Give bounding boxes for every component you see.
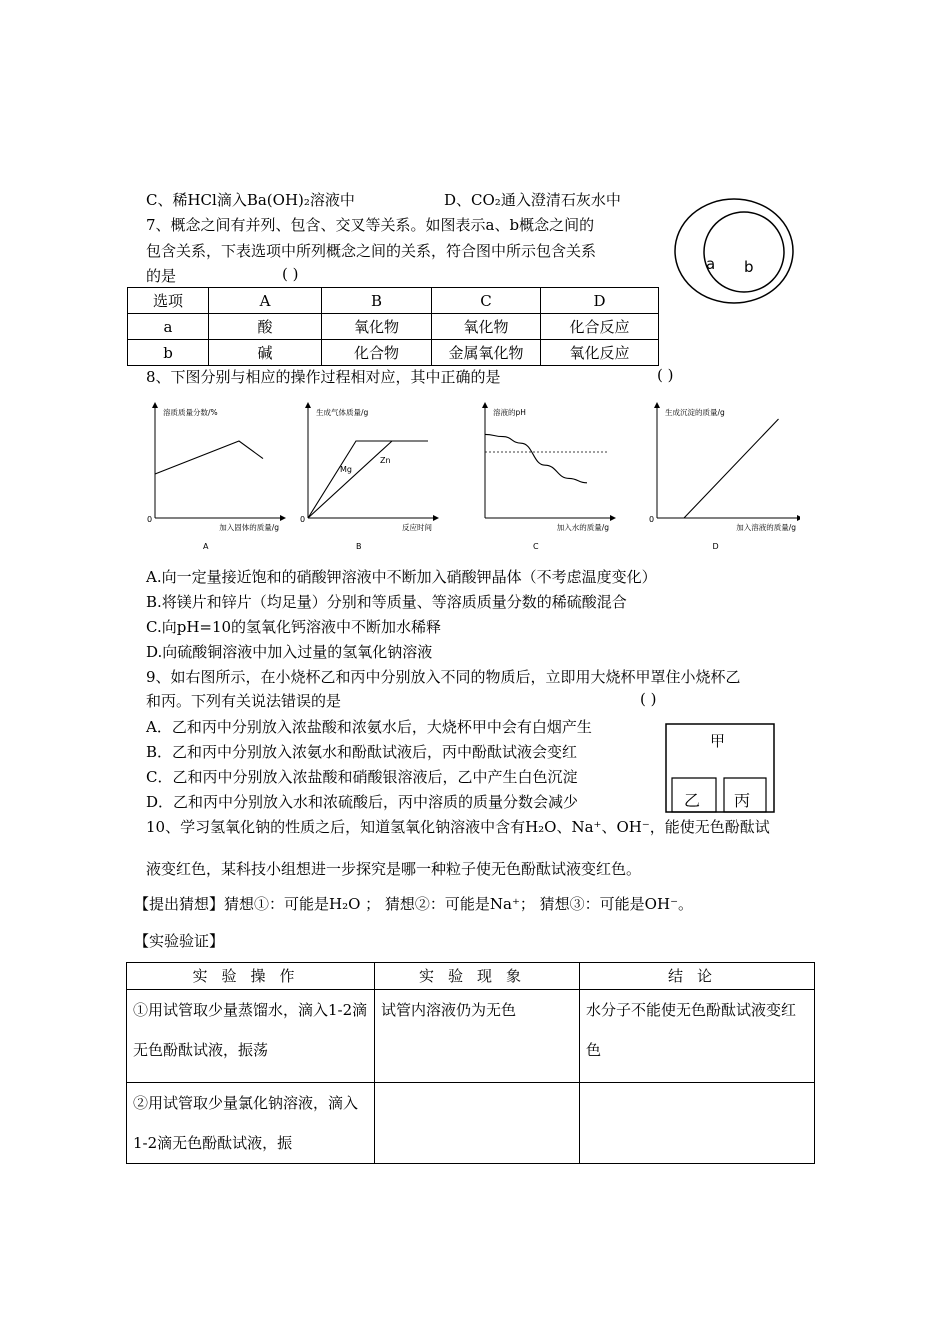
chart-D bbox=[649, 403, 800, 551]
table-cell: 试管内溶液仍为无色 bbox=[375, 990, 580, 1083]
table-cell: 结论 bbox=[580, 963, 815, 990]
table-cell: D bbox=[541, 288, 659, 314]
x-axis-label: 反应时间 bbox=[402, 523, 432, 532]
chart-C bbox=[485, 403, 615, 551]
origin-label: 0 bbox=[300, 515, 306, 524]
q9-line2: 和丙。下列有关说法错误的是 bbox=[146, 692, 342, 710]
q7-table bbox=[127, 287, 659, 366]
table-cell: B bbox=[322, 288, 432, 314]
q7-answer-paren: ( ) bbox=[282, 265, 299, 283]
table-cell: 选项 bbox=[128, 288, 209, 314]
y-axis-label: 生成沉淀的质量/g bbox=[665, 408, 725, 417]
series-line-Zn bbox=[308, 441, 428, 518]
table-row bbox=[127, 1083, 815, 1164]
small-beaker-right-label: 丙 bbox=[734, 791, 751, 810]
chart-B bbox=[300, 403, 438, 551]
annotation-zn: Zn bbox=[380, 456, 391, 465]
chart-label: C bbox=[533, 542, 539, 551]
chart-label: D bbox=[712, 542, 719, 551]
chart-A bbox=[147, 403, 285, 551]
q10-line2: 液变红色，某科技小组想进一步探究是哪一种粒子使无色酚酞试液变红色。 bbox=[146, 860, 642, 878]
q8-option-a: A.向一定量接近饱和的硝酸钾溶液中不断加入硝酸钾晶体（不考虑温度变化） bbox=[146, 568, 657, 586]
q9-option-c: C．乙和丙中分别放入浓盐酸和硝酸银溶液后，乙中产生白色沉淀 bbox=[146, 768, 578, 786]
table-cell: A bbox=[209, 288, 322, 314]
q9-option-a: A．乙和丙中分别放入浓盐酸和浓氨水后，大烧杯甲中会有白烟产生 bbox=[146, 718, 592, 736]
venn-label-a: a bbox=[706, 255, 716, 273]
q10-table bbox=[126, 962, 815, 1164]
origin-label: 0 bbox=[147, 515, 153, 524]
table-cell: 氧化物 bbox=[432, 314, 541, 340]
table-row bbox=[128, 314, 659, 340]
x-axis-label: 加入水的质量/g bbox=[556, 523, 609, 532]
q6-option-c: C、稀HCl滴入Ba(OH)₂溶液中 bbox=[146, 191, 355, 209]
table-cell: a bbox=[128, 314, 209, 340]
y-axis-label: 溶液的pH bbox=[493, 408, 526, 417]
q7-line2: 包含关系，下表选项中所列概念之间的关系，符合图中所示包含关系 bbox=[146, 242, 597, 260]
q8-charts bbox=[140, 395, 800, 555]
q8-option-d: D.向硫酸铜溶液中加入过量的氢氧化钠溶液 bbox=[146, 643, 433, 661]
series-line-Mg bbox=[308, 441, 428, 518]
venn-diagram bbox=[672, 196, 798, 306]
annotation-mg: Mg bbox=[340, 464, 352, 474]
venn-outer-circle bbox=[675, 199, 793, 303]
series-line-pH bbox=[485, 434, 587, 482]
q10-hypothesis: 【提出猜想】猜想①：可能是H₂O ； 猜想②：可能是Na⁺； 猜想③：可能是OH⁻。 bbox=[134, 895, 693, 913]
table-cell: 化合物 bbox=[322, 340, 432, 366]
chart-label: A bbox=[203, 542, 209, 551]
table-cell: ①用试管取少量蒸馏水，滴入1-2滴无色酚酞试液，振荡 bbox=[127, 990, 375, 1083]
y-axis-label: 溶质质量分数/% bbox=[163, 408, 218, 417]
chart-label: B bbox=[356, 542, 362, 551]
q8-stem: 8、下图分别与相应的操作过程相对应，其中正确的是 bbox=[146, 368, 501, 386]
table-cell: 酸 bbox=[209, 314, 322, 340]
table-cell: C bbox=[432, 288, 541, 314]
origin-label: 0 bbox=[649, 515, 655, 524]
q8-option-c: C.向pH=10的氢氧化钙溶液中不断加水稀释 bbox=[146, 618, 442, 636]
x-axis-label: 加入固体的质量/g bbox=[219, 523, 279, 532]
table-cell bbox=[375, 1083, 580, 1164]
table-row bbox=[127, 990, 815, 1083]
q9-answer-paren: ( ) bbox=[640, 690, 657, 708]
q9-line1: 9、如右图所示，在小烧杯乙和丙中分别放入不同的物质后，立即用大烧杯甲罩住小烧杯乙 bbox=[146, 668, 741, 686]
beaker-diagram bbox=[660, 720, 780, 820]
table-cell: ②用试管取少量氯化钠溶液，滴入1-2滴无色酚酞试液，振 bbox=[127, 1083, 375, 1164]
table-row bbox=[127, 963, 815, 990]
venn-inner-circle bbox=[704, 212, 784, 292]
q10-verify-title: 【实验验证】 bbox=[134, 932, 225, 950]
y-axis-label: 生成气体质量/g bbox=[316, 408, 369, 417]
series-line-precipitate bbox=[657, 419, 779, 518]
table-cell: 碱 bbox=[209, 340, 322, 366]
venn-label-b: b bbox=[744, 258, 754, 276]
small-beaker-left-label: 乙 bbox=[684, 791, 701, 810]
table-cell: 氧化物 bbox=[322, 314, 432, 340]
q7-line3: 的是 bbox=[146, 267, 177, 285]
table-cell: 氧化反应 bbox=[541, 340, 659, 366]
table-cell: 化合反应 bbox=[541, 314, 659, 340]
q8-option-b: B.将镁片和锌片（均足量）分别和等质量、等溶质质量分数的稀硫酸混合 bbox=[146, 593, 627, 611]
table-cell: b bbox=[128, 340, 209, 366]
q6-option-d: D、CO₂通入澄清石灰水中 bbox=[444, 191, 621, 209]
q7-line1: 7、概念之间有并列、包含、交叉等关系。如图表示a、b概念之间的 bbox=[146, 216, 595, 234]
table-row bbox=[128, 288, 659, 314]
table-row bbox=[128, 340, 659, 366]
q9-option-d: D．乙和丙中分别放入水和浓硫酸后，丙中溶质的质量分数会减少 bbox=[146, 793, 579, 811]
q10-line1: 10、学习氢氧化钠的性质之后，知道氢氧化钠溶液中含有H₂O、Na⁺、OH⁻，能使无色酚酞试 bbox=[146, 818, 770, 836]
q8-answer-paren: ( ) bbox=[657, 366, 674, 384]
table-cell: 金属氧化物 bbox=[432, 340, 541, 366]
big-beaker-label: 甲 bbox=[710, 732, 726, 750]
table-cell: 水分子不能使无色酚酞试液变红色 bbox=[580, 990, 815, 1083]
q9-option-b: B．乙和丙中分别放入浓氨水和酚酞试液后，丙中酚酞试液会变红 bbox=[146, 743, 578, 761]
table-cell: 实验现象 bbox=[375, 963, 580, 990]
series-line-curve bbox=[155, 441, 263, 474]
table-cell bbox=[580, 1083, 815, 1164]
x-axis-label: 加入溶液的质量/g bbox=[736, 523, 796, 532]
table-cell: 实验操作 bbox=[127, 963, 375, 990]
